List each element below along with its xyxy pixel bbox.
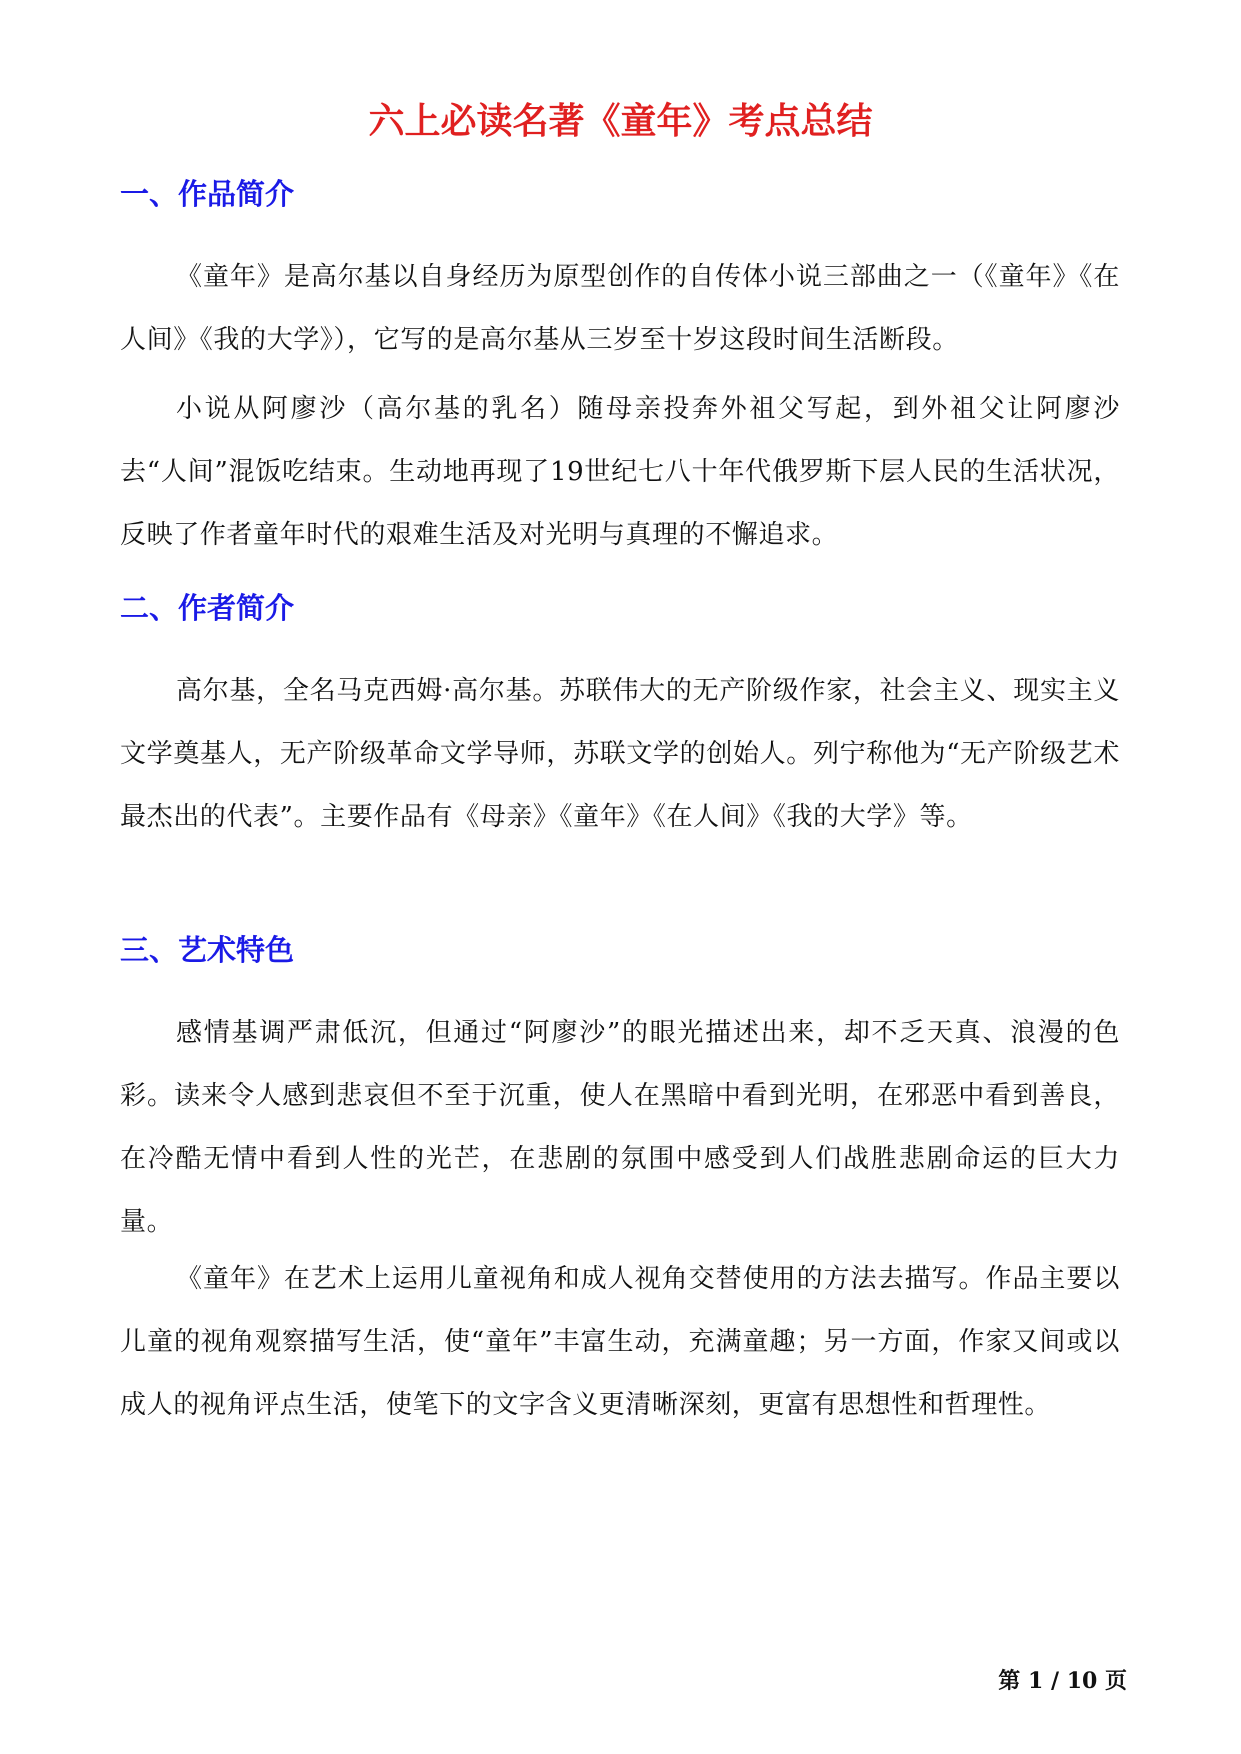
document-title: 六上必读名著《童年》考点总结 [368,101,873,142]
paragraph-intro-1: 《童年》是高尔基以自身经历为原型创作的自传体小说三部曲之一（《童年》《在人间》《我的大学》），它写的是高尔基从三岁至十岁这段时间生活断段。 [120,262,1120,355]
paragraph-art-1: 感情基调严肃低沉，但通过“阿廖沙”的眼光描述出来，却不乏天真、浪漫的色彩。读来令人感到悲哀但不至于沉重，使人在黑暗中看到光明，在邪恶中看到善良，在冷酷无情中看到人性的光芒，在悲剧的氛围中感受到人们战胜悲剧命运的巨大力量。 [120,1018,1120,1237]
page-number [998,1666,1127,1696]
page-separator: / [1050,1668,1060,1694]
section-heading-author: 二、作者简介 [120,591,295,625]
paragraph-art-2: 《童年》在艺术上运用儿童视角和成人视角交替使用的方法去描写。作品主要以儿童的视角观察描写生活，使“童年”丰富生动，充满童趣；另一方面，作家又间或以成人的视角评点生活，使笔下的文字含义更清晰深刻，更富有思想性和哲理性。 [120,1264,1120,1420]
paragraph-intro-2: 小说从阿廖沙（高尔基的乳名）随母亲投奔外祖父写起，到外祖父让阿廖沙去“人间”混饭吃结束。生动地再现了19世纪七八十年代俄罗斯下层人民的生活状况，反映了作者童年时代的艰难生活及对光明与真理的不懈追求。 [120,394,1120,550]
page-label-suffix: 页 [1104,1668,1127,1694]
total-pages: 10 [1066,1668,1098,1694]
paragraph-author-1: 高尔基，全名马克西姆·高尔基。苏联伟大的无产阶级作家，社会主义、现实主义文学奠基人，无产阶级革命文学导师，苏联文学的创始人。列宁称他为“无产阶级艺术最杰出的代表”。主要作品有《母亲》《童年》《在人间》《我的大学》等。 [120,676,1120,832]
page-label-prefix: 第 [998,1668,1021,1694]
section-heading-intro: 一、作品简介 [120,177,295,211]
current-page: 1 [1027,1668,1044,1694]
section-heading-art: 三、艺术特色 [120,933,295,967]
